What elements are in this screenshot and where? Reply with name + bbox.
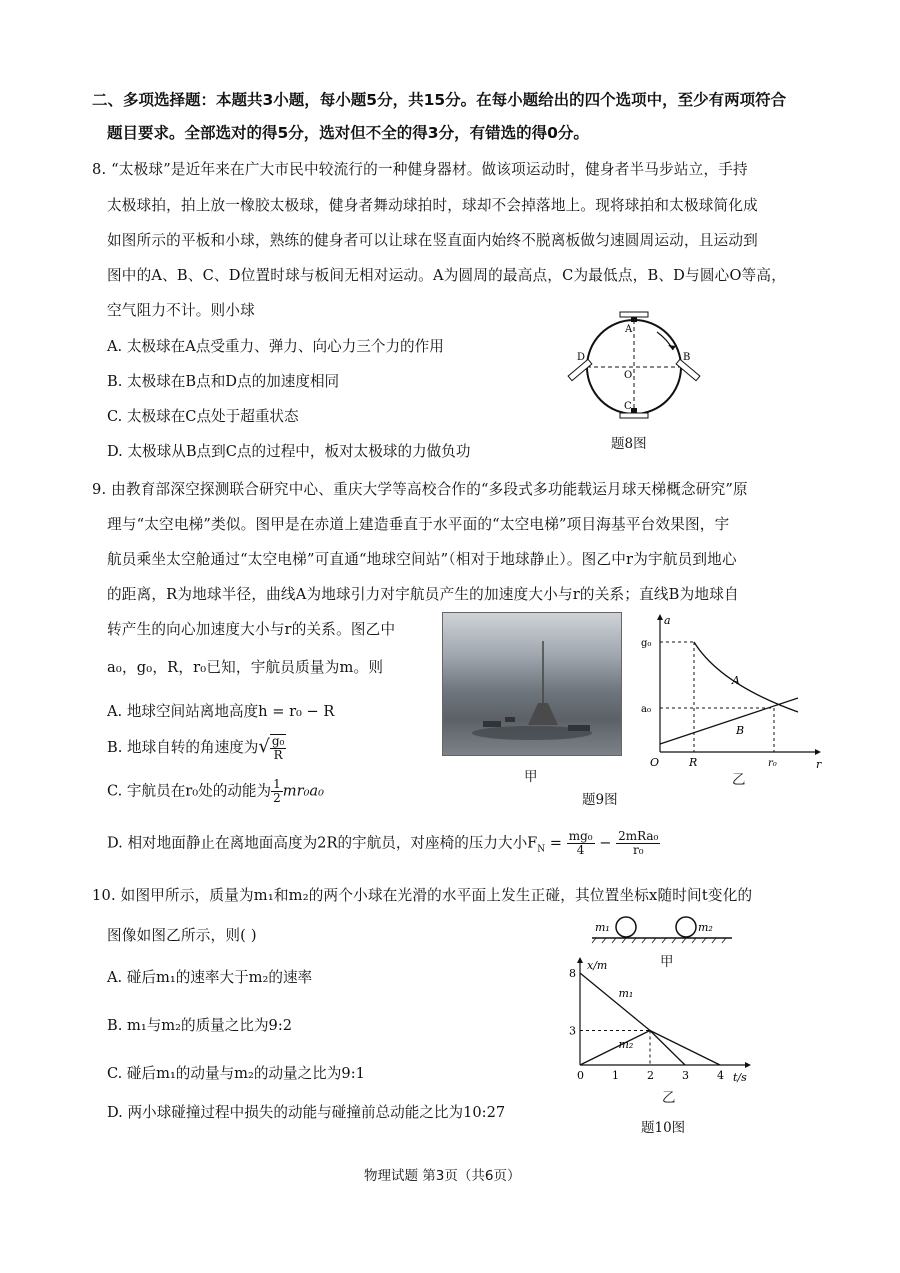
q9-tick-g0: g₀ [641,638,652,649]
section-heading-line1: 二、多项选择题：本题共3小题，每小题5分，共15分。在每小题给出的四个选项中，至少有两项符合 [92,91,787,109]
q9-option-d-sub: N [537,844,546,855]
q9-option-d-num2: 2mRa₀ [618,829,659,843]
q9-line-1: 9. 由教育部深空探测联合研究中心、重庆大学等高校合作的“多段式多功能载运月球天梯概念研究”原 [92,481,748,498]
q8-line-2: 太极球拍，拍上放一橡胶太极球，健身者舞动球拍时，球却不会掉落地上。现将球拍和太极球简化成 [107,197,758,214]
q9-option-c-suffix: mr₀a₀ [282,782,324,800]
x-tick-label: 1 [612,1069,619,1082]
q9-tick-r0: r₀ [768,758,777,769]
q9-known-values: a₀，g₀，R，r₀已知，宇航员质量为m。则 [107,659,384,676]
q8-label-o: O [624,370,633,381]
q10-xt-graph [565,955,765,1105]
q9-line-4: 的距离，R为地球半径，曲线A为地球引力对宇航员产生的加速度大小与r的关系；直线B为地球自 [107,586,739,603]
section-heading-line2: 题目要求。全部选对的得5分，选对但不全的得3分，有错选的得0分。 [107,124,589,142]
q8-line-3: 如图所示的平板和小球，熟练的健身者可以让球在竖直面内始终不脱离板做匀速圆周运动，且运动到 [107,232,758,249]
q8-line-4: 图中的A、B、C、D位置时球与板间无相对运动。A为圆周的最高点，C为最低点，B、D与圆心O等高， [107,267,786,284]
q8-line-1: 8. “太极球”是近年来在广大市民中较流行的一种健身器材。做该项运动时，健身者半马步站立，手持 [92,161,748,178]
q9-option-d-minus: − [594,834,617,852]
q10-option-a: A. 碰后m₁的速率大于m₂的速率 [107,969,313,986]
q9-option-d-eq: = [545,834,567,852]
page-footer: 物理试题 第3页（共6页） [364,1168,521,1184]
q10-line-2: 图像如图乙所示，则( ) [107,927,257,944]
q9-line-5: 转产生的向心加速度大小与r的关系。图乙中 [107,621,396,638]
q9-option-b-num: g₀ [271,734,285,748]
q9-option-c-num: 1 [273,777,281,791]
q9-option-d-den2: r₀ [632,843,644,857]
q9-option-c-text: C. 宇航员在r₀处的动能为 [107,782,272,800]
q10-ball-m2-label: m₂ [698,921,713,934]
q9-line-2: 理与“太空电梯”类似。图甲是在赤道上建造垂直于水平面的“太空电梯”项目海基平台效果图，宇 [107,516,730,533]
q9-option-a: A. 地球空间站离地高度h = r₀ − R [107,703,335,720]
q9-caption: 题9图 [582,792,618,808]
q8-line-5: 空气阻力不计。则小球 [107,302,255,319]
q8-option-a: A. 太极球在A点受重力、弹力、向心力三个力的作用 [107,338,444,355]
q9-tick-r: R [689,756,698,769]
q10-option-b: B. m₁与m₂的质量之比为9:2 [107,1017,293,1034]
q10-option-d: D. 两小球碰撞过程中损失的动能与碰撞前总动能之比为10:27 [107,1104,506,1121]
q9-fig-yi-label: 乙 [732,772,746,788]
series-label-m2: m₂ [618,1037,634,1051]
q9-option-b-text: B. 地球自转的角速度为 [107,739,259,756]
q10-fig-yi-label: 乙 [662,1090,676,1106]
x-tick-label: 3 [682,1069,689,1082]
q9-y-axis-label: a [664,614,671,627]
q10-x-axis-label: t/s [733,1071,747,1084]
sqrt-icon: √ [258,736,270,757]
q9-option-b [107,734,286,762]
q9-option-c [107,778,324,805]
q9-line-b-label: B [736,724,745,737]
q10-caption: 题10图 [641,1120,686,1136]
series-label-m1: m₁ [618,987,634,1001]
q8-label-d: D [577,352,586,363]
q8-figure-circle [572,310,702,425]
q9-line-3: 航员乘坐太空舱通过“太空电梯”可直通“地球空间站”（相对于地球静止）。图乙中r为宇航员到地心 [107,551,737,568]
q9-option-d-text: D. 相对地面静止在离地面高度为2R的宇航员，对座椅的压力大小F [107,834,538,852]
q10-balls-figure [592,915,742,945]
q9-fig-jia-label: 甲 [524,769,538,785]
q8-option-d: D. 太极球从B点到C点的过程中，板对太极球的力做负功 [107,443,471,460]
q9-tick-origin: O [650,756,660,769]
q8-label-b: B [683,352,691,363]
x-tick-label: 4 [717,1069,724,1082]
q8-label-a: A [625,324,633,335]
q10-line-1: 10. 如图甲所示，质量为m₁和m₂的两个小球在光滑的水平面上发生正碰，其位置坐标x随时间t变化的 [92,887,753,904]
q9-tick-a0: a₀ [641,704,651,715]
x-tick-label: 2 [647,1069,654,1082]
q10-ball-m1-label: m₁ [595,921,610,934]
q9-graph [640,612,830,772]
q8-option-b: B. 太极球在B点和D点的加速度相同 [107,373,340,390]
space-elevator-photo [442,612,622,756]
q9-option-b-den: R [273,748,283,762]
q8-caption: 题8图 [611,436,647,452]
q9-option-d-den1: 4 [576,843,585,857]
q9-option-d-num1: mg₀ [568,829,593,843]
series-line-2 [580,1031,720,1066]
q10-option-c: C. 碰后m₁的动量与m₂的动量之比为9:1 [107,1065,365,1082]
y-tick-label: 3 [569,1024,576,1038]
q9-option-d [107,830,660,857]
q10-y-axis-label: x/m [587,959,608,972]
x-tick-label: 0 [577,1069,584,1082]
q10-fig-jia-label: 甲 [660,954,674,970]
q8-option-c: C. 太极球在C点处于超重状态 [107,408,299,425]
y-tick-label: 8 [569,967,576,980]
q9-x-axis-label: r [816,758,822,771]
q9-option-c-den: 2 [273,791,281,805]
q8-label-c: C [624,401,632,412]
q9-curve-a-label: A [732,674,740,687]
